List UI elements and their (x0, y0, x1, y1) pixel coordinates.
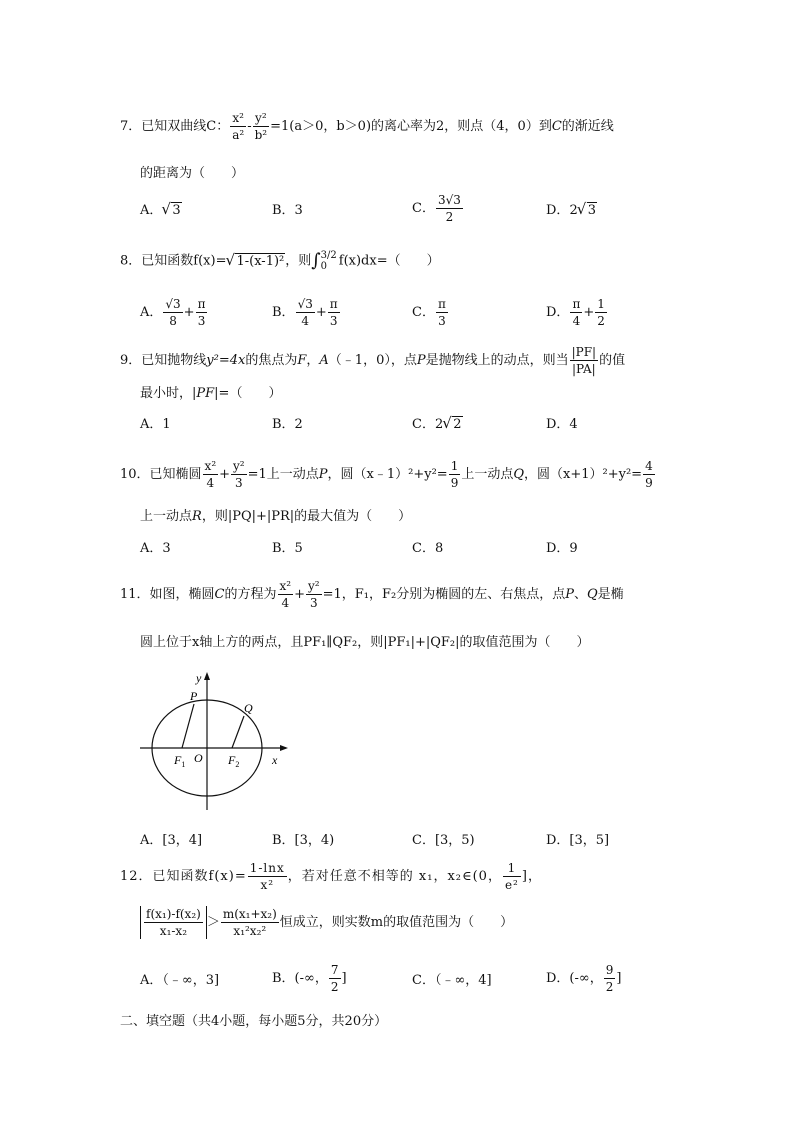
q8-upper: 3/2 (320, 250, 337, 261)
q12-mid: ，若对任意不相等的 x₁，x₂∈(0， (287, 869, 502, 884)
label-p: P (190, 689, 198, 703)
q11-option-a[interactable]: A．[3，4] (140, 833, 203, 848)
q10-r: R (192, 509, 202, 524)
q11-sep: 、 (573, 587, 587, 602)
q11-option-c[interactable]: C．[3，5) (412, 833, 475, 848)
q8-c-label: C． (412, 305, 435, 320)
question-7-line2: 的距离为（ ） (140, 166, 245, 181)
q7-end: 的渐近线 (561, 119, 614, 134)
q7-frac-x-num: x² (230, 110, 246, 127)
q9-l2b: PF (196, 386, 215, 401)
q10-l2b: ，则|PQ|+|PR|的最大值为（ ） (201, 509, 412, 524)
label-f2 (227, 753, 239, 769)
q8-a-n1: √3 (165, 297, 181, 311)
q12-d-close: ] (616, 971, 622, 986)
q11-f2d: 3 (309, 596, 318, 610)
q8-b-n2: π (329, 297, 338, 311)
q7-d-rad: 3 (587, 203, 596, 218)
q8-d-frac1 (570, 296, 582, 329)
q8-limits (321, 250, 337, 272)
q11-prefix: 11．如图，椭圆 (120, 587, 215, 602)
q9-c-rad: 2 (453, 417, 462, 432)
label-f1 (173, 753, 185, 769)
q11-c: C (214, 587, 225, 602)
q10-f1d: 4 (206, 476, 215, 490)
q7-frac-y-den: b² (254, 128, 268, 142)
q8-d-frac2 (595, 296, 607, 329)
q12-in-n: 1 (503, 860, 521, 877)
q9-c-sqrt (443, 416, 462, 434)
q12-d-n: 9 (605, 963, 614, 977)
label-x: x (272, 753, 278, 767)
label-y: y (196, 671, 202, 685)
q8-b-frac1 (296, 296, 315, 329)
q9-option-b[interactable]: B．2 (272, 417, 303, 432)
q8-c-frac (436, 296, 448, 329)
q7-c-frac (436, 192, 463, 225)
q8-d-d1: 4 (572, 314, 581, 328)
q9-f: F (297, 353, 307, 368)
q7-prefix: 7．已知双曲线C： (120, 119, 230, 134)
q10-frac2 (231, 458, 247, 491)
question-10-line2 (140, 508, 411, 526)
label-q: Q (244, 701, 253, 715)
q11-end1: 是椭 (597, 587, 624, 602)
question-12-line2 (140, 906, 513, 939)
q9-e: 是抛物线上的动点，则当 (425, 353, 569, 368)
q7-c-den: 2 (445, 210, 454, 224)
q10-f2d: 3 (235, 476, 243, 490)
q7-option-a[interactable] (140, 202, 182, 220)
section-title-fill-in: 二、填空题（共4小题，每小题5分，共20分） (120, 1014, 388, 1029)
q10-f4n: 4 (645, 459, 653, 473)
q8-suffix: =（ ） (376, 253, 440, 269)
q10-frac1 (203, 458, 219, 491)
q9-c: ， (306, 353, 320, 368)
q8-a-n2: π (197, 297, 206, 311)
q9-l2c: |=（ ） (214, 386, 282, 401)
q11-mid1: 的方程为 (224, 587, 277, 602)
q10-f3d: 9 (450, 476, 459, 490)
q7-d-coef: 2 (569, 203, 578, 218)
q12-option-c[interactable]: C．（﹣∞，4] (412, 973, 492, 988)
label-f2-sub: 2 (235, 760, 240, 769)
q8-sqrt (226, 253, 285, 271)
question-8 (120, 250, 440, 272)
q8-option-c[interactable] (412, 296, 449, 329)
q12-in-frac (503, 860, 521, 893)
q7-c: C (551, 119, 562, 134)
q11-q: Q (587, 587, 598, 602)
q12-fd: x² (260, 878, 275, 892)
q8-a-frac2 (196, 296, 208, 329)
q10-mid1: =1上一动点 (247, 467, 319, 482)
q8-a-frac1 (163, 296, 182, 329)
q9-b: 的焦点为 (245, 353, 298, 368)
q11-option-d[interactable]: D．[3，5] (546, 833, 610, 848)
q7-suffix: =1(a＞0，b＞0)的离心率为2，则点（4，0）到 (270, 119, 552, 134)
q7-option-d[interactable] (546, 202, 597, 220)
q9-frac (570, 344, 599, 377)
q8-fx: f(x)= (193, 253, 227, 269)
q8-d-d2: 2 (597, 314, 605, 328)
question-12 (120, 860, 542, 893)
question-11: 11．如图，椭圆C的方程为 $\frac{\text{x²}}{4}$ + $\frac{\text{y²}}{3}$ =1，F₁，F₂分别为椭圆的左、右焦点，点P、Q是椭 (120, 579, 624, 610)
q9-option-c[interactable] (412, 416, 463, 434)
q8-radicand: 1-(x-1)² (236, 253, 285, 269)
q12-option-d[interactable] (546, 962, 621, 995)
q12-b-close: ] (341, 971, 347, 986)
question-11-line2: 圆上位于x轴上方的两点，且PF₁∥QF₂，则|PF₁|+|QF₂|的取值范围为（ ） (140, 635, 590, 650)
q12-rhs-frac (221, 906, 279, 939)
q8-lower: 0 (320, 261, 328, 272)
q9-option-d[interactable]: D．4 (546, 417, 578, 432)
q10-p: P (318, 467, 328, 482)
q12-in-d: e² (504, 878, 519, 892)
q7-frac-x-den: a² (232, 128, 245, 142)
q12-option-b[interactable] (272, 962, 347, 995)
q7-a-label: A． (140, 203, 163, 218)
question-9 (120, 344, 625, 377)
q8-c-n: π (437, 297, 446, 311)
q7-option-b[interactable]: B．3 (272, 203, 303, 218)
question-9-line2 (140, 385, 281, 403)
q9-f-end: 的值 (599, 353, 626, 368)
q9-l2a: 最小时，| (140, 386, 197, 401)
q11-f1n: x² (279, 579, 292, 593)
q7-option-c[interactable] (412, 192, 464, 225)
q12-rhs-d: x₁²x₂² (233, 924, 267, 938)
q9-c-coef: 2 (434, 417, 444, 432)
q12-d-frac (604, 962, 616, 995)
q12-lhs-d: x₁-x₂ (159, 924, 188, 938)
q10-f3n: 1 (450, 459, 459, 473)
label-o: O (194, 751, 203, 765)
q12-option-a[interactable]: A．（﹣∞，3] (140, 973, 220, 988)
q7-frac-y (253, 110, 270, 143)
question-10: 10．已知椭圆 $\frac{\text{x²}}{4}$ + $\frac{\text{y²}}{3}$ =1上一动点P，圆（x﹣1）²+y²= $\frac{1}{9}$ 上一动点Q，圆（x+1）²+y²= $\frac{4}{9}$ (120, 459, 653, 490)
q9-eq: y²=4x (206, 353, 246, 368)
q12-d-label: D．(-∞， (546, 971, 603, 986)
q8-b-n1: √3 (297, 297, 313, 311)
q11-f2n: y² (308, 579, 320, 593)
q9-frac-den: |PA| (571, 362, 596, 376)
x-axis-arrow-icon (280, 745, 288, 751)
q9-c-label: C． (412, 417, 435, 432)
ellipse-figure (138, 668, 308, 818)
q12-fx: f(x)= (208, 869, 247, 884)
q7-d-sqrt (578, 202, 597, 220)
q12-abs (140, 906, 207, 939)
q7-c-num: 3√3 (437, 193, 461, 207)
q12-b-d: 2 (330, 980, 339, 994)
segment-pf1 (182, 704, 194, 748)
q10-q: Q (513, 467, 525, 482)
q11-p: P (565, 587, 574, 602)
q10-mid2: ，圆（x﹣1）²+y²= (327, 467, 448, 482)
segment-qf2 (232, 716, 244, 748)
q8-a-label: A． (140, 305, 163, 320)
q8-prefix: 8．已知函数 (120, 253, 194, 269)
label-f2-main: F (228, 753, 236, 767)
q9-d: （﹣1，0），点 (328, 353, 417, 368)
q10-prefix: 10．已知椭圆 (120, 467, 202, 482)
q7-a-rad: 3 (172, 203, 181, 218)
q12-fn: 1-lnx (249, 861, 285, 875)
q8-option-a[interactable]: A． $\frac{√3}{8}$ + $\frac{\pi}{3}$ (140, 297, 206, 328)
q12-frac (248, 860, 287, 893)
q12-lhs-frac (144, 906, 203, 939)
q10-f4d: 9 (645, 476, 653, 490)
q8-b-label: B． (272, 305, 295, 320)
q12-b-label: B．(-∞， (272, 971, 328, 986)
q9-option-a[interactable]: A．1 (140, 417, 171, 432)
question-7: 7．已知双曲线C： $\frac{\text{x²}}{\text{a²}}$ - $\frac{\text{y²}}{\text{b²}}$ =1(a＞0，b＞0)的离心率为2，则点（4，0）到C的渐近线 (120, 111, 614, 142)
q9-p: P (416, 353, 426, 368)
q8-d-n1: π (572, 297, 581, 311)
q12-close: ]， (521, 869, 542, 884)
q8-mid: ，则 (285, 253, 312, 269)
q9-a: 9．已知抛物线 (120, 353, 207, 368)
q11-mid2: =1，F₁，F₂分别为椭圆的左、右焦点，点 (322, 587, 566, 602)
q10-frac3 (449, 458, 461, 491)
q12-lhs-n: f(x₁)-f(x₂) (146, 907, 201, 921)
q11-frac1 (278, 578, 294, 611)
q10-f1n: x² (204, 459, 217, 473)
q10-option-a[interactable]: A．3 (140, 541, 171, 556)
q12-b-frac (329, 962, 341, 995)
q7-d-label: D． (546, 203, 570, 218)
q12-rhs-n: m(x₁+x₂) (222, 907, 277, 921)
q12-d-d: 2 (605, 980, 614, 994)
y-axis-arrow-icon (204, 672, 210, 680)
q12-prefix: 12．已知函数 (120, 869, 209, 884)
q7-a-sqrt (162, 202, 181, 220)
q10-frac4 (643, 458, 655, 491)
q8-d-label: D． (546, 305, 570, 320)
q8-b-d2: 3 (329, 314, 338, 328)
q7-c-label: C． (412, 201, 435, 216)
q11-option-b[interactable]: B．[3，4) (272, 833, 335, 848)
q8-b-frac2 (328, 296, 340, 329)
q9-frac-num: |PF| (571, 345, 597, 359)
q11-f1d: 4 (281, 596, 290, 610)
q12-end: 恒成立，则实数m的取值范围为（ ） (279, 915, 514, 930)
q10-f2n: y² (233, 459, 245, 473)
q10-option-d[interactable]: D．9 (546, 541, 578, 556)
q10-l2a: 上一动点 (140, 509, 193, 524)
q10-mid4: ，圆（x+1）²+y²= (524, 467, 643, 482)
q12-gt: ＞ (206, 915, 220, 930)
q7-frac-y-num: y² (253, 110, 270, 127)
q11-frac2 (306, 578, 322, 611)
q10-option-b[interactable]: B．5 (272, 541, 303, 556)
integral-icon: ∫ (311, 250, 321, 271)
q8-option-d[interactable]: D． $\frac{\pi}{4}$ + $\frac{1}{2}$ (546, 297, 605, 328)
q8-option-b[interactable]: B． $\frac{√3}{4}$ + $\frac{\pi}{3}$ (272, 297, 338, 328)
q9-apt: A (319, 353, 329, 368)
q8-d-n2: 1 (597, 297, 605, 311)
q12-b-n: 7 (330, 963, 339, 977)
label-f1-sub: 1 (181, 760, 186, 769)
q7-frac-x (230, 110, 246, 143)
q8-integrand: f(x)dx (338, 253, 377, 269)
q8-a-d1: 8 (169, 314, 177, 328)
q8-b-d1: 4 (301, 314, 310, 328)
q10-mid3: 上一动点 (461, 467, 514, 482)
q8-c-d: 3 (438, 314, 446, 328)
q10-option-c[interactable]: C．8 (412, 541, 444, 556)
q8-a-d2: 3 (197, 314, 206, 328)
label-f1-main: F (174, 753, 182, 767)
